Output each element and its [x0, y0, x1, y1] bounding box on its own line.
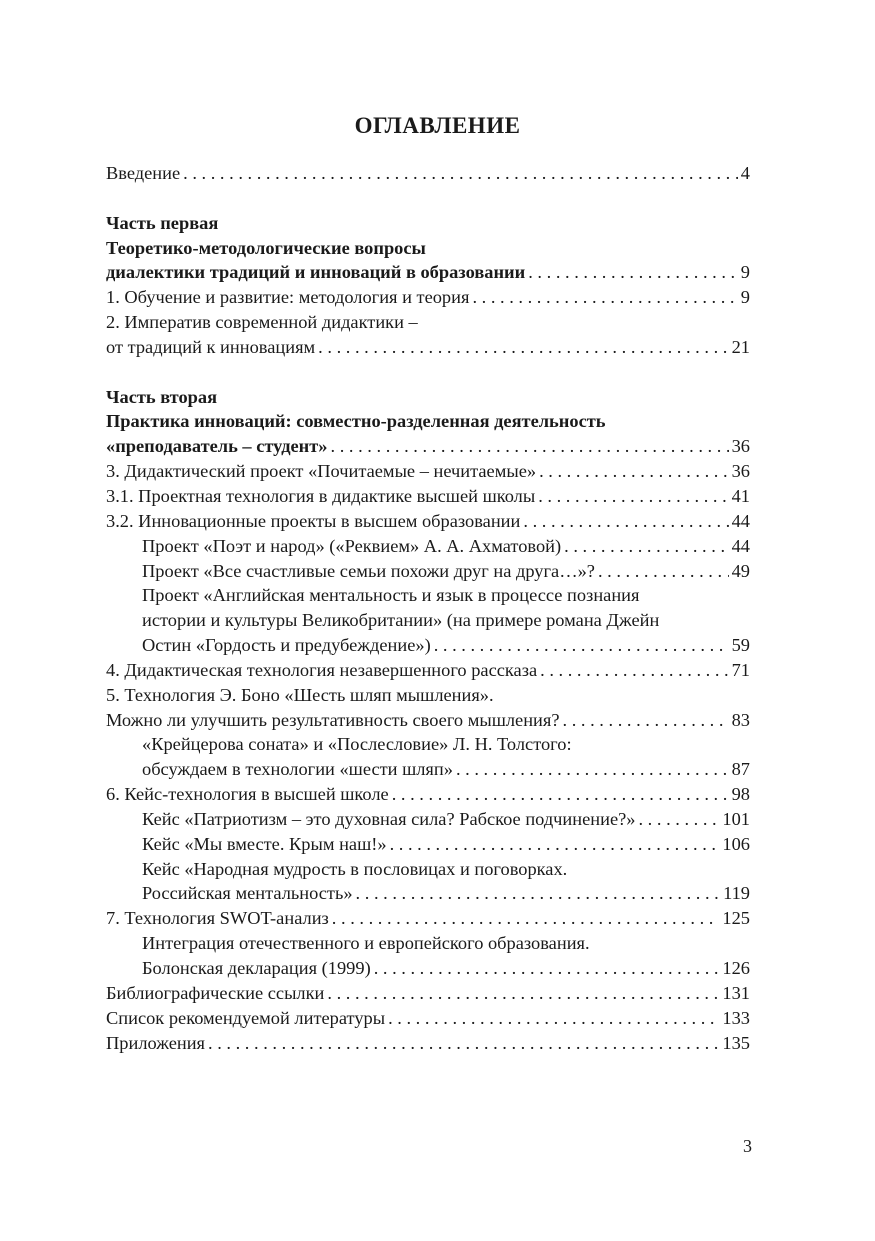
toc-page-number: 119: [723, 883, 750, 904]
toc-entry-bologna[interactable]: [106, 956, 750, 981]
toc-entry-case-wisdom[interactable]: [106, 881, 750, 906]
toc-page-number: 9: [740, 287, 750, 308]
toc-page-number: 101: [722, 808, 750, 829]
toc-page-number: 106: [722, 833, 750, 854]
dot-leader: [540, 658, 728, 683]
toc-entry-project-families[interactable]: [106, 559, 750, 584]
toc-entry-text: от традиций к инновациям: [106, 336, 316, 357]
dot-leader: [563, 708, 729, 733]
toc-entry-line: [106, 732, 750, 757]
toc-entry-text: Приложения: [106, 1032, 206, 1053]
toc-entry-text: «Крейцерова соната» и «Послесловие» Л. Н. Толстого:: [142, 734, 572, 755]
toc-page-number: 126: [722, 958, 750, 978]
toc-entry-line: [106, 931, 750, 956]
toc-entry-project-poet[interactable]: [106, 534, 750, 559]
toc-part-heading: [106, 211, 750, 236]
toc-entry-line: [106, 857, 750, 882]
toc-entry-text: Практика инноваций: совместно-разделенная деятельность: [106, 411, 606, 432]
toc-page-number: 36: [731, 436, 750, 457]
toc-entry-chapter-3[interactable]: [106, 459, 750, 484]
toc-entry-case-crimea[interactable]: [106, 832, 750, 857]
toc-entry-text: Остин «Гордость и предубеждение»): [142, 635, 431, 656]
table-of-contents: [106, 161, 750, 1055]
toc-entry-text: Можно ли улучшить результативность своего мышления?: [106, 709, 560, 730]
toc-page-number: 36: [731, 461, 750, 482]
toc-entry-introduction[interactable]: [106, 161, 750, 186]
toc-entry-text: 2. Императив современной дидактики –: [106, 312, 418, 333]
toc-entry-line: [106, 608, 750, 633]
toc-entry-line: [106, 310, 750, 335]
toc-entry-case-patriotism[interactable]: [106, 807, 750, 832]
toc-entry-text: Часть первая: [106, 212, 219, 233]
toc-page-number: 87: [731, 759, 750, 780]
dot-leader: [598, 559, 729, 584]
toc-entry-text: 3. Дидактический проект «Почитаемые – нечитаемые»: [106, 461, 537, 482]
toc-page-number: 131: [722, 982, 750, 1003]
toc-entry-text: Проект «Поэт и народ» («Реквием» А. А. Ахматовой): [142, 535, 562, 556]
toc-entry-text: 5. Технология Э. Боно «Шесть шляп мышления».: [106, 684, 494, 705]
dot-leader: [390, 832, 720, 857]
toc-entry-text: Введение: [106, 163, 181, 183]
toc-entry-text: Кейс «Патриотизм – это духовная сила? Рабское подчинение?»: [142, 808, 636, 829]
dot-leader: [564, 534, 728, 559]
toc-entry-chapter-7[interactable]: [106, 906, 750, 931]
toc-entry-kreutzer[interactable]: [106, 757, 750, 782]
toc-page-number: 71: [731, 659, 750, 680]
dot-leader: [331, 434, 729, 459]
toc-entry-chapter-2[interactable]: [106, 335, 750, 360]
dot-leader: [456, 757, 729, 782]
dot-leader: [318, 335, 728, 360]
toc-entry-text: Болонская декларация (1999): [142, 958, 371, 978]
toc-entry-text: 3.1. Проектная технология в дидактике высшей школы: [106, 485, 536, 506]
toc-entry-section-3-2[interactable]: [106, 509, 750, 534]
toc-entry-text: Российская ментальность»: [142, 883, 353, 904]
toc-entry-section-3-1[interactable]: [106, 484, 750, 509]
toc-entry-recommended-literature[interactable]: [106, 1006, 750, 1031]
dot-leader: [539, 459, 729, 484]
toc-part-title-line: [106, 409, 750, 434]
toc-page-number: 125: [722, 908, 750, 929]
toc-entry-appendices[interactable]: [106, 1031, 750, 1056]
toc-entry-chapter-5[interactable]: [106, 708, 750, 733]
dot-leader: [388, 1006, 719, 1031]
toc-entry-text: Часть вторая: [106, 386, 218, 407]
page-title: ОГЛАВЛЕНИЕ: [354, 113, 521, 138]
toc-entry-text: Теоретико-методологические вопросы: [106, 237, 426, 258]
dot-leader: [392, 782, 729, 807]
toc-entry-chapter-6[interactable]: [106, 782, 750, 807]
toc-entry-part-two[interactable]: [106, 434, 750, 459]
toc-entry-text: Проект «Все счастливые семьи похожи друг на друга…»?: [142, 560, 595, 581]
dot-leader: [327, 981, 719, 1006]
toc-entry-text: 7. Технология SWOT-анализ: [106, 908, 329, 929]
toc-page-number: 59: [731, 635, 750, 656]
toc-entry-text: 4. Дидактическая технология незавершенного рассказа: [106, 659, 538, 680]
toc-page-number: 9: [740, 262, 750, 283]
dot-leader: [523, 509, 728, 534]
toc-entry-text: Кейс «Народная мудрость в пословицах и поговорках.: [142, 858, 568, 879]
toc-entry-text: истории и культуры Великобритании» (на примере романа Джейн: [142, 610, 660, 631]
dot-leader: [538, 484, 728, 509]
toc-entry-text: Интеграция отечественного и европейского образования.: [142, 933, 590, 954]
toc-page-number: 135: [722, 1032, 750, 1053]
toc-entry-chapter-4[interactable]: [106, 658, 750, 683]
toc-entry-bibliography[interactable]: [106, 981, 750, 1006]
toc-entry-line: [106, 683, 750, 708]
dot-leader: [332, 906, 720, 931]
dot-leader: [472, 285, 737, 310]
dot-leader: [528, 260, 738, 285]
dot-leader: [356, 881, 721, 906]
toc-page-number: 44: [731, 535, 750, 556]
toc-entry-text: 1. Обучение и развитие: методология и теория: [106, 287, 470, 308]
toc-page-number: 44: [731, 510, 750, 531]
dot-leader: [183, 161, 738, 186]
toc-entry-text: Список рекомендуемой литературы: [106, 1007, 386, 1028]
toc-page-number: 4: [740, 163, 750, 183]
toc-entry-part-one[interactable]: [106, 260, 750, 285]
toc-part-title-line: [106, 236, 750, 261]
dot-leader: [434, 633, 729, 658]
toc-page-number: 83: [731, 709, 750, 730]
toc-page-number: 133: [722, 1007, 750, 1028]
toc-page-number: 49: [731, 560, 750, 581]
toc-entry-text: 6. Кейс-технология в высшей школе: [106, 784, 389, 805]
toc-entry-text: Кейс «Мы вместе. Крым наш!»: [142, 833, 387, 854]
toc-entry-text: диалектики традиций и инноваций в образовании: [106, 262, 526, 283]
page-number: 3: [743, 1136, 752, 1156]
dot-leader: [208, 1031, 719, 1056]
toc-page-number: 98: [731, 784, 750, 805]
toc-entry-text: Библиографические ссылки: [106, 982, 325, 1003]
toc-page-number: 41: [731, 485, 750, 506]
toc-entry-chapter-1[interactable]: [106, 285, 750, 310]
dot-leader: [638, 807, 719, 832]
toc-entry-line: [106, 583, 750, 608]
dot-leader: [374, 956, 720, 981]
toc-entry-text: «преподаватель – студент»: [106, 436, 328, 457]
toc-entry-project-english[interactable]: [106, 633, 750, 658]
toc-entry-text: 3.2. Инновационные проекты в высшем образовании: [106, 510, 521, 531]
toc-entry-text: обсуждаем в технологии «шести шляп»: [142, 759, 453, 780]
toc-entry-text: Проект «Английская ментальность и язык в процессе познания: [142, 585, 640, 606]
toc-page-number: 21: [731, 336, 750, 357]
toc-part-heading: [106, 385, 750, 410]
